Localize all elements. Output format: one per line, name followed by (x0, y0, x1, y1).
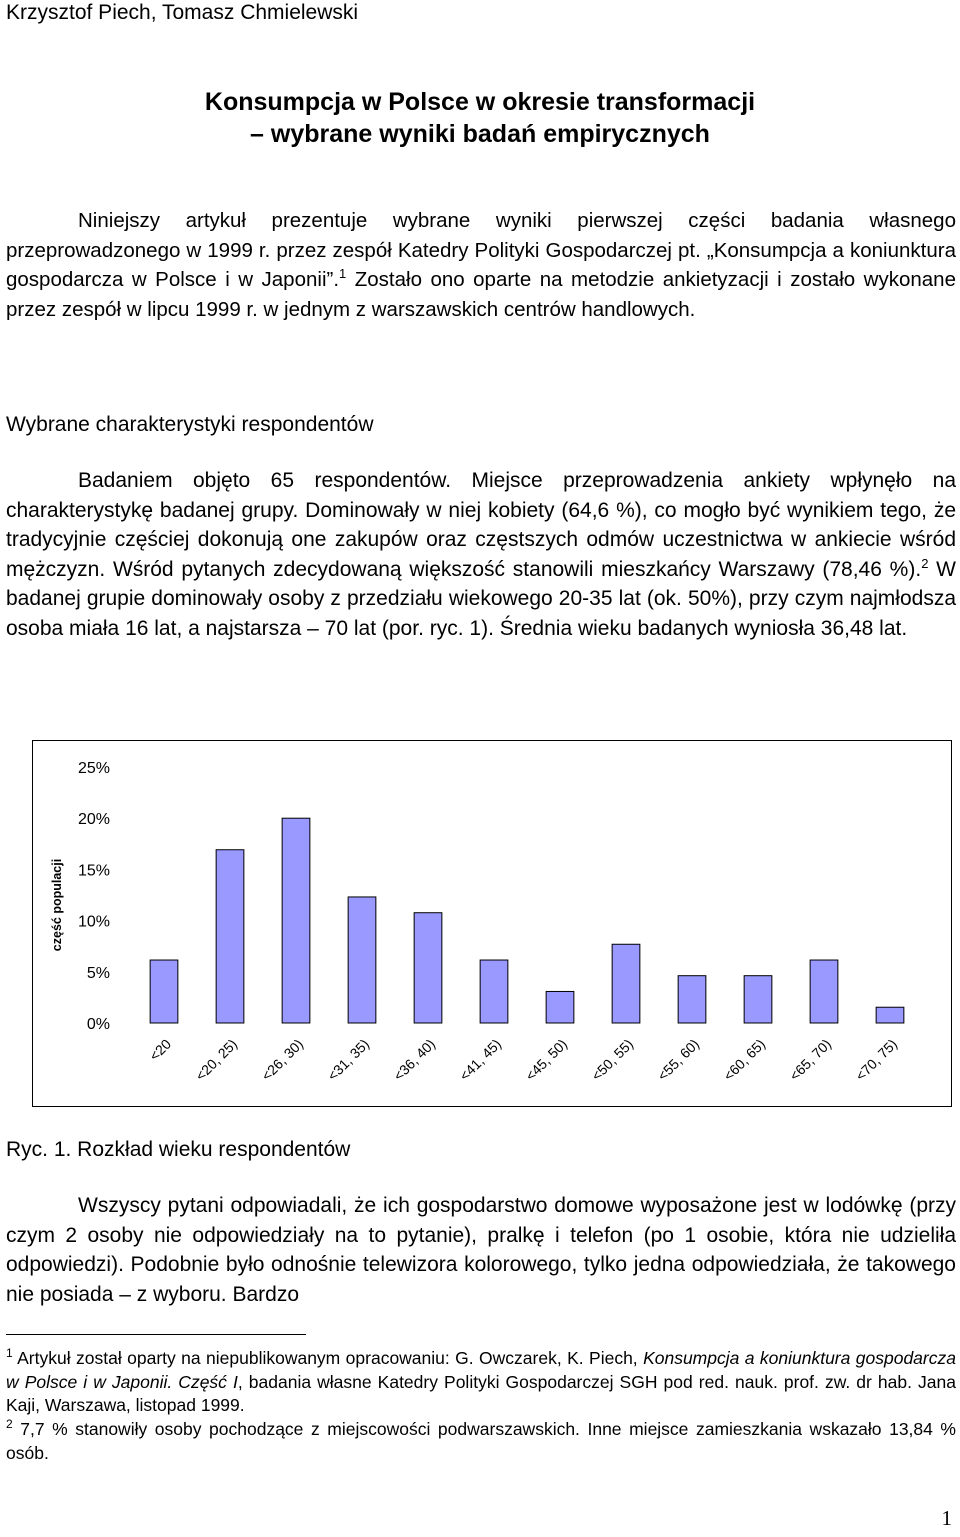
footnote-1 (6, 1347, 956, 1418)
footnote-divider (6, 1334, 306, 1335)
age-distribution-chart (32, 740, 952, 1107)
footnote-2-text: 7,7 % stanowiły osoby pochodzące z miejscowości podwarszawskich. Inne miejsce zamieszkania wskazało 13,84 % osób. (6, 1419, 956, 1463)
bar (876, 1007, 904, 1023)
bar (744, 976, 772, 1023)
y-tick-label: 5% (86, 964, 110, 982)
y-axis-label: część populacji (50, 858, 64, 952)
x-tick-label: <41, 45) (456, 1035, 505, 1084)
x-tick-label: <70, 75) (852, 1035, 901, 1084)
section-heading: Wybrane charakterystyki respondentów (6, 413, 374, 436)
x-tick-label: <45, 50) (522, 1035, 571, 1084)
authors: Krzysztof Piech, Tomasz Chmielewski (6, 1, 359, 24)
footnote-ref-1[interactable]: 1 (339, 266, 347, 282)
x-tick-label: <20, 25) (192, 1035, 241, 1084)
x-tick-label: <26, 30) (258, 1035, 307, 1084)
x-tick-label: <36, 40) (390, 1035, 439, 1084)
chart-svg (33, 741, 951, 1106)
intro-paragraph (6, 206, 956, 324)
x-tick-label: <60, 65) (720, 1035, 769, 1084)
footnote-1-text-a: Artykuł został oparty na niepublikowanym opracowaniu: G. Owczarek, K. Piech, (12, 1348, 644, 1368)
bar (480, 960, 508, 1023)
footnote-1-title: Konsumpcja a koniunktura gospodarcza w Polsce i w Japonii. Część I (6, 1348, 956, 1392)
y-tick-label: 10% (77, 913, 110, 931)
intro-text-a: Niniejszy artykuł prezentuje wybrane wyniki pierwszej części badania własnego przeprowadzonego w 1999 r. przez zespół Katedry Polityki Gospodarczej pt. „Konsumpcja a koniunktura gospodarcza w Polsce i w Japonii”. (6, 209, 956, 291)
x-tick-label: <31, 35) (324, 1035, 373, 1084)
bar (810, 960, 838, 1023)
x-tick-label: <20 (146, 1035, 175, 1064)
intro-text-b: Zostało ono oparte na metodzie ankietyzacji i zostało wykonane przez zespół w lipcu 1999 r. w jednym z warszawskich centrów handlowych. (6, 268, 956, 321)
x-tick-label: <55, 60) (654, 1035, 703, 1084)
page-number: 1 (941, 1506, 952, 1530)
respondents-paragraph (6, 466, 956, 643)
bar (678, 976, 706, 1023)
x-tick-label: <65, 70) (786, 1035, 835, 1084)
respondents-text-a: Badaniem objęto 65 respondentów. Miejsce przeprowadzenia ankiety wpłynęło na charakterystykę badanej grupy. Dominowały w niej kobiety (64,6 %), co mogło być wynikiem tego, że tradycyjnie częściej dokonują one zakupów oraz częstszych odmów uczestnictwa w ankiecie wśród mężczyzn. Wśród pytanych zdecydowaną większość stanowili mieszkańcy Warszawy (78,46 %). (6, 469, 956, 581)
bar (546, 991, 574, 1023)
article-title-line1: Konsumpcja w Polsce w okresie transformacji (204, 88, 756, 116)
y-tick-label: 15% (77, 862, 110, 880)
y-tick-label: 20% (77, 811, 110, 829)
y-tick-label: 25% (77, 760, 110, 777)
continuation-paragraph (6, 1191, 956, 1309)
bar (612, 944, 640, 1023)
article-title-line2: – wybrane wyniki badań empirycznych (250, 120, 710, 148)
continuation-text: Wszyscy pytani odpowiadali, że ich gospodarstwo domowe wyposażone jest w lodówkę (przy czym 2 osoby nie odpowiedziały na to pytanie), pralkę i telefon (po 1 osobie, która nie udzieliła odpowiedzi). Podobnie było odnośnie telewizora kolorowego, tylko jedna odpowiedziała, że takowego nie posiada – z wyboru. Bardzo (6, 1194, 956, 1306)
respondents-text-b: W badanej grupie dominowały osoby z przedziału wiekowego 20-35 lat (ok. 50%), przy czym najmłodsza osoba miała 16 lat, a najstarsza – 70 lat (por. ryc. 1). Średnia wieku badanych wyniosła 36,48 lat. (6, 557, 957, 640)
y-tick-label: 0% (86, 1016, 110, 1033)
footnote-1-text-b: , badania własne Katedry Polityki Gospodarczej SGH pod red. nauk. prof. zw. dr hab. Jana Kaji, Warszawa, listopad 1999. (6, 1371, 956, 1415)
figure-caption: Ryc. 1. Rozkład wieku respondentów (6, 1138, 351, 1161)
footnote-2-number: 2 (6, 1417, 13, 1432)
bar (282, 818, 310, 1023)
bar (150, 960, 178, 1023)
x-tick-label: <50, 55) (588, 1035, 637, 1084)
footnote-1-number: 1 (6, 1346, 13, 1361)
bar (348, 897, 376, 1023)
bar (414, 913, 442, 1023)
footnote-ref-2[interactable]: 2 (921, 555, 929, 571)
bar (216, 850, 244, 1023)
footnote-2 (6, 1418, 956, 1465)
